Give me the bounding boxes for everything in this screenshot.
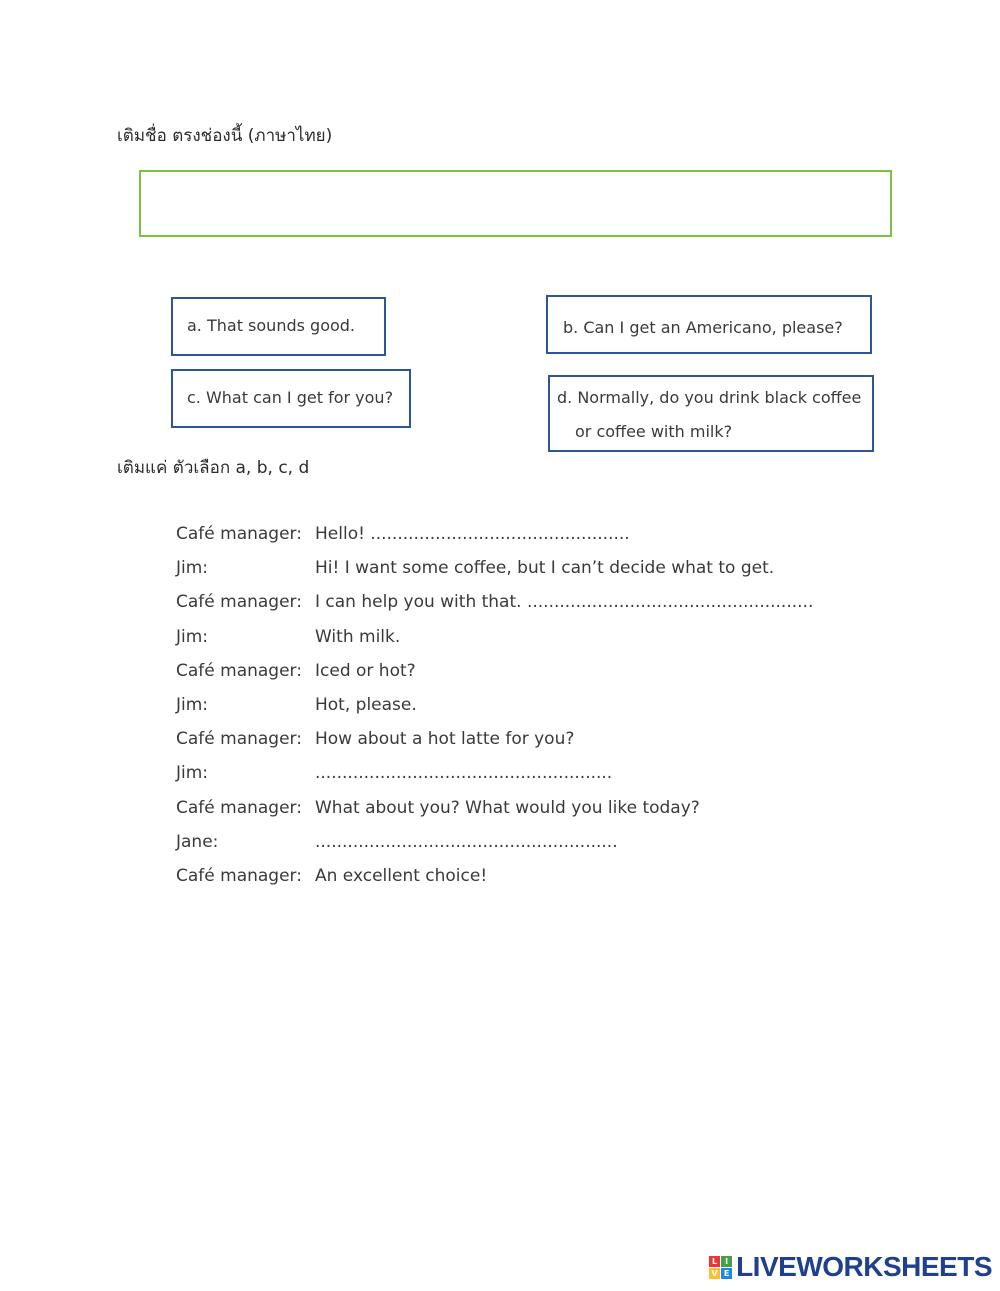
dialogue-line[interactable]: I can help you with that. ..................................................... bbox=[315, 592, 814, 613]
option-a-box bbox=[171, 297, 386, 356]
option-b-box bbox=[546, 295, 872, 354]
name-input[interactable] bbox=[141, 172, 890, 235]
logo-letter-e: E bbox=[721, 1268, 732, 1279]
option-c-text: c. What can I get for you? bbox=[187, 388, 394, 407]
dialogue-line[interactable]: Hello! ................................................ bbox=[315, 524, 630, 544]
choice-instruction-label: เติมแค่ ตัวเลือก a, b, c, d bbox=[117, 458, 310, 478]
dialogue-row bbox=[176, 859, 876, 893]
dialogue-line: Hi! I want some coffee, but I can’t decide what to get. bbox=[315, 558, 775, 579]
dialogue-row bbox=[176, 517, 876, 551]
option-b-text: b. Can I get an Americano, please? bbox=[563, 318, 843, 337]
dialogue-row bbox=[176, 825, 876, 859]
dialogue-line: Iced or hot? bbox=[315, 660, 416, 681]
liveworksheets-logo bbox=[709, 1251, 992, 1283]
dialogue-row bbox=[176, 791, 876, 825]
speaker: Café manager: bbox=[176, 865, 302, 886]
dialogue-line: Hot, please. bbox=[315, 694, 417, 715]
dialogue bbox=[176, 517, 876, 893]
dialogue-row bbox=[176, 654, 876, 688]
speaker: Jim: bbox=[176, 763, 209, 784]
speaker: Café manager: bbox=[176, 660, 302, 681]
dialogue-line: How about a hot latte for you? bbox=[315, 729, 575, 750]
name-instruction-label: เติมชื่อ ตรงช่องนี้ (ภาษาไทย) bbox=[117, 126, 333, 146]
dialogue-line: An excellent choice! bbox=[315, 865, 488, 886]
logo-icon bbox=[709, 1256, 732, 1279]
dialogue-line: With milk. bbox=[315, 626, 401, 647]
option-d-text-line1: d. Normally, do you drink black coffee bbox=[557, 388, 862, 407]
speaker: Jim: bbox=[176, 558, 209, 579]
logo-letter-l: L bbox=[709, 1256, 720, 1267]
logo-brand-text: LIVEWORKSHEETS bbox=[736, 1251, 992, 1282]
name-input-box[interactable] bbox=[139, 170, 892, 237]
option-d-box bbox=[548, 375, 874, 452]
speaker: Café manager: bbox=[176, 592, 302, 613]
option-c-box bbox=[171, 369, 411, 428]
option-a-text: a. That sounds good. bbox=[187, 316, 356, 335]
dialogue-row bbox=[176, 688, 876, 722]
dialogue-line[interactable]: ....................................................... bbox=[315, 763, 613, 784]
dialogue-line[interactable]: ........................................................ bbox=[315, 831, 618, 852]
speaker: Café manager: bbox=[176, 524, 302, 544]
speaker: Jim: bbox=[176, 626, 209, 647]
dialogue-row bbox=[176, 585, 876, 619]
dialogue-row bbox=[176, 620, 876, 654]
logo-letter-i: I bbox=[721, 1256, 732, 1267]
dialogue-row bbox=[176, 756, 876, 790]
dialogue-row bbox=[176, 551, 876, 585]
logo-letter-v: V bbox=[709, 1268, 720, 1279]
dialogue-line: What about you? What would you like today? bbox=[315, 797, 700, 818]
speaker: Café manager: bbox=[176, 729, 302, 750]
dialogue-row bbox=[176, 722, 876, 756]
speaker: Café manager: bbox=[176, 797, 302, 818]
speaker: Jim: bbox=[176, 694, 209, 715]
option-d-text-line2: or coffee with milk? bbox=[575, 422, 733, 441]
speaker: Jane: bbox=[176, 831, 219, 852]
